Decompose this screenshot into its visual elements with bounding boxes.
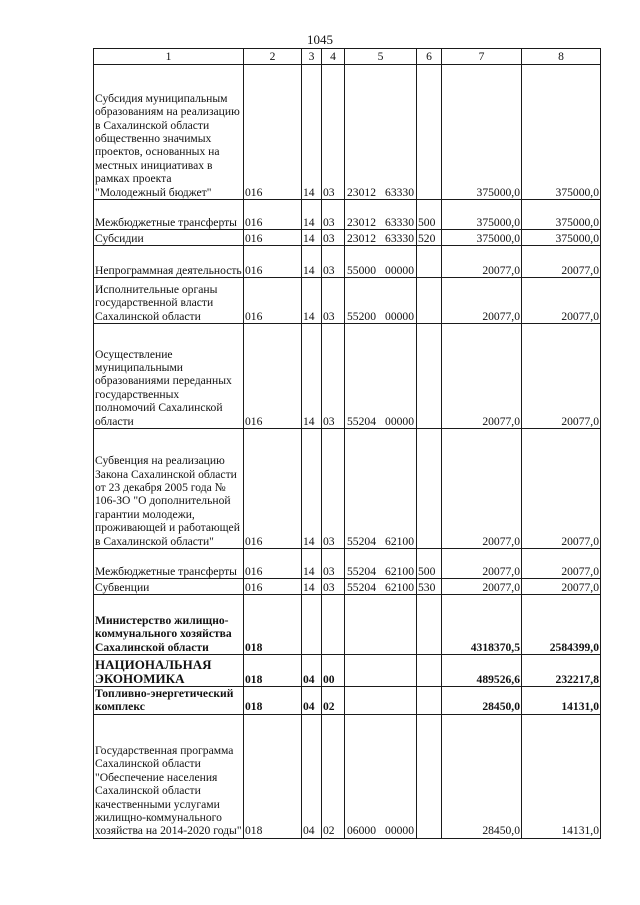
cell-subsection: 02 [322, 687, 345, 715]
cell-target-article [345, 714, 417, 838]
table-row [94, 687, 601, 715]
target-article-part1: 55204 [347, 534, 376, 548]
table-row [94, 714, 601, 838]
col-header-6: 6 [417, 49, 442, 65]
cell-ministry-code: 018 [244, 655, 302, 687]
cell-amount-7: 489526,6 [442, 655, 522, 687]
cell-ministry-code: 016 [244, 429, 302, 549]
cell-section: 04 [302, 687, 322, 715]
cell-target-article [345, 278, 417, 324]
cell-section: 14 [302, 429, 322, 549]
cell-target-article [345, 549, 417, 579]
target-article-part1: 55204 [347, 414, 376, 428]
col-header-2: 2 [244, 49, 302, 65]
table-row [94, 324, 601, 429]
cell-amount-7: 28450,0 [442, 714, 522, 838]
cell-amount-8: 20077,0 [522, 278, 601, 324]
target-article-part2: 00000 [385, 263, 414, 277]
col-header-7: 7 [442, 49, 522, 65]
cell-amount-7: 20077,0 [442, 278, 522, 324]
table-row [94, 429, 601, 549]
cell-ministry-code: 016 [244, 246, 302, 278]
cell-ministry-code: 018 [244, 687, 302, 715]
cell-ministry-code: 016 [244, 549, 302, 579]
row-name: Межбюджетные трансферты [94, 549, 244, 579]
target-article-part1: 23012 [347, 215, 376, 229]
target-article-part1: 55000 [347, 263, 376, 277]
target-article-part2: 62100 [385, 534, 414, 548]
cell-target-article [345, 65, 417, 200]
cell-amount-8: 20077,0 [522, 549, 601, 579]
cell-ministry-code: 016 [244, 579, 302, 595]
col-header-1: 1 [94, 49, 244, 65]
table-row [94, 200, 601, 230]
cell-section: 14 [302, 200, 322, 230]
cell-subsection: 03 [322, 200, 345, 230]
cell-target-article [345, 655, 417, 687]
cell-expense-type [417, 65, 442, 200]
cell-amount-7: 20077,0 [442, 429, 522, 549]
cell-amount-7: 375000,0 [442, 200, 522, 230]
row-name: Осуществление муниципальными образованиями переданных государственных полномочий Сахалинской области [94, 324, 244, 429]
cell-subsection: 00 [322, 655, 345, 687]
cell-section: 04 [302, 714, 322, 838]
cell-amount-8: 375000,0 [522, 230, 601, 246]
cell-ministry-code: 016 [244, 324, 302, 429]
cell-subsection: 02 [322, 714, 345, 838]
table-row [94, 278, 601, 324]
target-article-part2: 62100 [385, 580, 414, 594]
row-name: Топливно-энергетический комплекс [94, 687, 244, 715]
row-name: Субсидии [94, 230, 244, 246]
table-row [94, 230, 601, 246]
cell-ministry-code: 016 [244, 278, 302, 324]
cell-amount-7: 375000,0 [442, 230, 522, 246]
cell-target-article [345, 579, 417, 595]
cell-amount-8: 2584399,0 [522, 595, 601, 655]
cell-expense-type: 520 [417, 230, 442, 246]
target-article-part2: 63330 [385, 231, 414, 245]
target-article-part1: 06000 [347, 824, 376, 838]
cell-subsection: 03 [322, 230, 345, 246]
row-name: Министерство жилищно-коммунального хозяйства Сахалинской области [94, 595, 244, 655]
cell-ministry-code: 016 [244, 200, 302, 230]
row-name: НАЦИОНАЛЬНАЯ ЭКОНОМИКА [94, 655, 244, 687]
table-row [94, 655, 601, 687]
cell-subsection: 03 [322, 65, 345, 200]
target-article-part2: 00000 [385, 414, 414, 428]
cell-section: 14 [302, 246, 322, 278]
row-name: Исполнительные органы государственной власти Сахалинской области [94, 278, 244, 324]
row-name: Субвенция на реализацию Закона Сахалинской области от 23 декабря 2005 года № 106-ЗО "О дополнительной гарантии молодежи, проживающей и работающей в Сахалинской области" [94, 429, 244, 549]
cell-expense-type [417, 687, 442, 715]
target-article-part1: 23012 [347, 185, 376, 199]
cell-section: 14 [302, 579, 322, 595]
cell-section: 14 [302, 549, 322, 579]
cell-amount-7: 20077,0 [442, 579, 522, 595]
cell-target-article [345, 230, 417, 246]
col-header-4: 4 [322, 49, 345, 65]
cell-amount-8: 14131,0 [522, 714, 601, 838]
cell-target-article [345, 246, 417, 278]
cell-section: 14 [302, 278, 322, 324]
cell-expense-type [417, 246, 442, 278]
cell-ministry-code: 018 [244, 714, 302, 838]
table-row [94, 579, 601, 595]
target-article-part1: 55200 [347, 309, 376, 323]
cell-amount-8: 232217,8 [522, 655, 601, 687]
cell-subsection: 03 [322, 549, 345, 579]
row-name: Межбюджетные трансферты [94, 200, 244, 230]
target-article-part1: 55204 [347, 564, 376, 578]
cell-ministry-code: 016 [244, 230, 302, 246]
cell-target-article [345, 429, 417, 549]
cell-amount-8: 375000,0 [522, 200, 601, 230]
cell-section: 14 [302, 324, 322, 429]
cell-target-article [345, 595, 417, 655]
cell-amount-7: 20077,0 [442, 324, 522, 429]
cell-section [302, 595, 322, 655]
col-header-3: 3 [302, 49, 322, 65]
table-row [94, 246, 601, 278]
cell-expense-type: 500 [417, 549, 442, 579]
cell-subsection: 03 [322, 278, 345, 324]
cell-amount-7: 20077,0 [442, 549, 522, 579]
cell-target-article [345, 324, 417, 429]
cell-section: 14 [302, 65, 322, 200]
cell-target-article [345, 687, 417, 715]
cell-amount-8: 14131,0 [522, 687, 601, 715]
table-row [94, 65, 601, 200]
cell-amount-7: 28450,0 [442, 687, 522, 715]
target-article-part2: 00000 [385, 309, 414, 323]
target-article-part2: 00000 [385, 824, 414, 838]
cell-expense-type [417, 429, 442, 549]
cell-amount-7: 4318370,5 [442, 595, 522, 655]
cell-ministry-code: 016 [244, 65, 302, 200]
cell-section: 04 [302, 655, 322, 687]
cell-expense-type: 530 [417, 579, 442, 595]
cell-amount-7: 375000,0 [442, 65, 522, 200]
budget-table [93, 48, 601, 839]
cell-expense-type [417, 324, 442, 429]
cell-amount-7: 20077,0 [442, 246, 522, 278]
cell-amount-8: 375000,0 [522, 65, 601, 200]
page-number: 1045 [307, 32, 333, 47]
cell-target-article [345, 200, 417, 230]
cell-expense-type: 500 [417, 200, 442, 230]
row-name: Субвенции [94, 579, 244, 595]
cell-amount-8: 20077,0 [522, 246, 601, 278]
cell-amount-8: 20077,0 [522, 579, 601, 595]
row-name: Непрограммная деятельность [94, 246, 244, 278]
cell-subsection [322, 595, 345, 655]
cell-subsection: 03 [322, 429, 345, 549]
cell-subsection: 03 [322, 324, 345, 429]
cell-subsection: 03 [322, 246, 345, 278]
target-article-part2: 63330 [385, 185, 414, 199]
cell-expense-type [417, 655, 442, 687]
row-name: Субсидия муниципальным образованиям на реализацию в Сахалинской области общественно значимых проектов, основанных на местных инициативах в рамках проекта "Молодежный бюджет" [94, 65, 244, 200]
cell-amount-8: 20077,0 [522, 429, 601, 549]
header-row [94, 49, 601, 65]
cell-ministry-code: 018 [244, 595, 302, 655]
target-article-part2: 63330 [385, 215, 414, 229]
table-row [94, 549, 601, 579]
cell-expense-type [417, 714, 442, 838]
cell-section: 14 [302, 230, 322, 246]
cell-subsection: 03 [322, 579, 345, 595]
table-row [94, 595, 601, 655]
cell-amount-8: 20077,0 [522, 324, 601, 429]
col-header-5: 5 [345, 49, 417, 65]
row-name: Государственная программа Сахалинской области "Обеспечение населения Сахалинской области качественными услугами жилищно-коммунального хозяйства на 2014-2020 годы" [94, 714, 244, 838]
col-header-8: 8 [522, 49, 601, 65]
target-article-part1: 23012 [347, 231, 376, 245]
target-article-part1: 55204 [347, 580, 376, 594]
cell-expense-type [417, 595, 442, 655]
target-article-part2: 62100 [385, 564, 414, 578]
cell-expense-type [417, 278, 442, 324]
